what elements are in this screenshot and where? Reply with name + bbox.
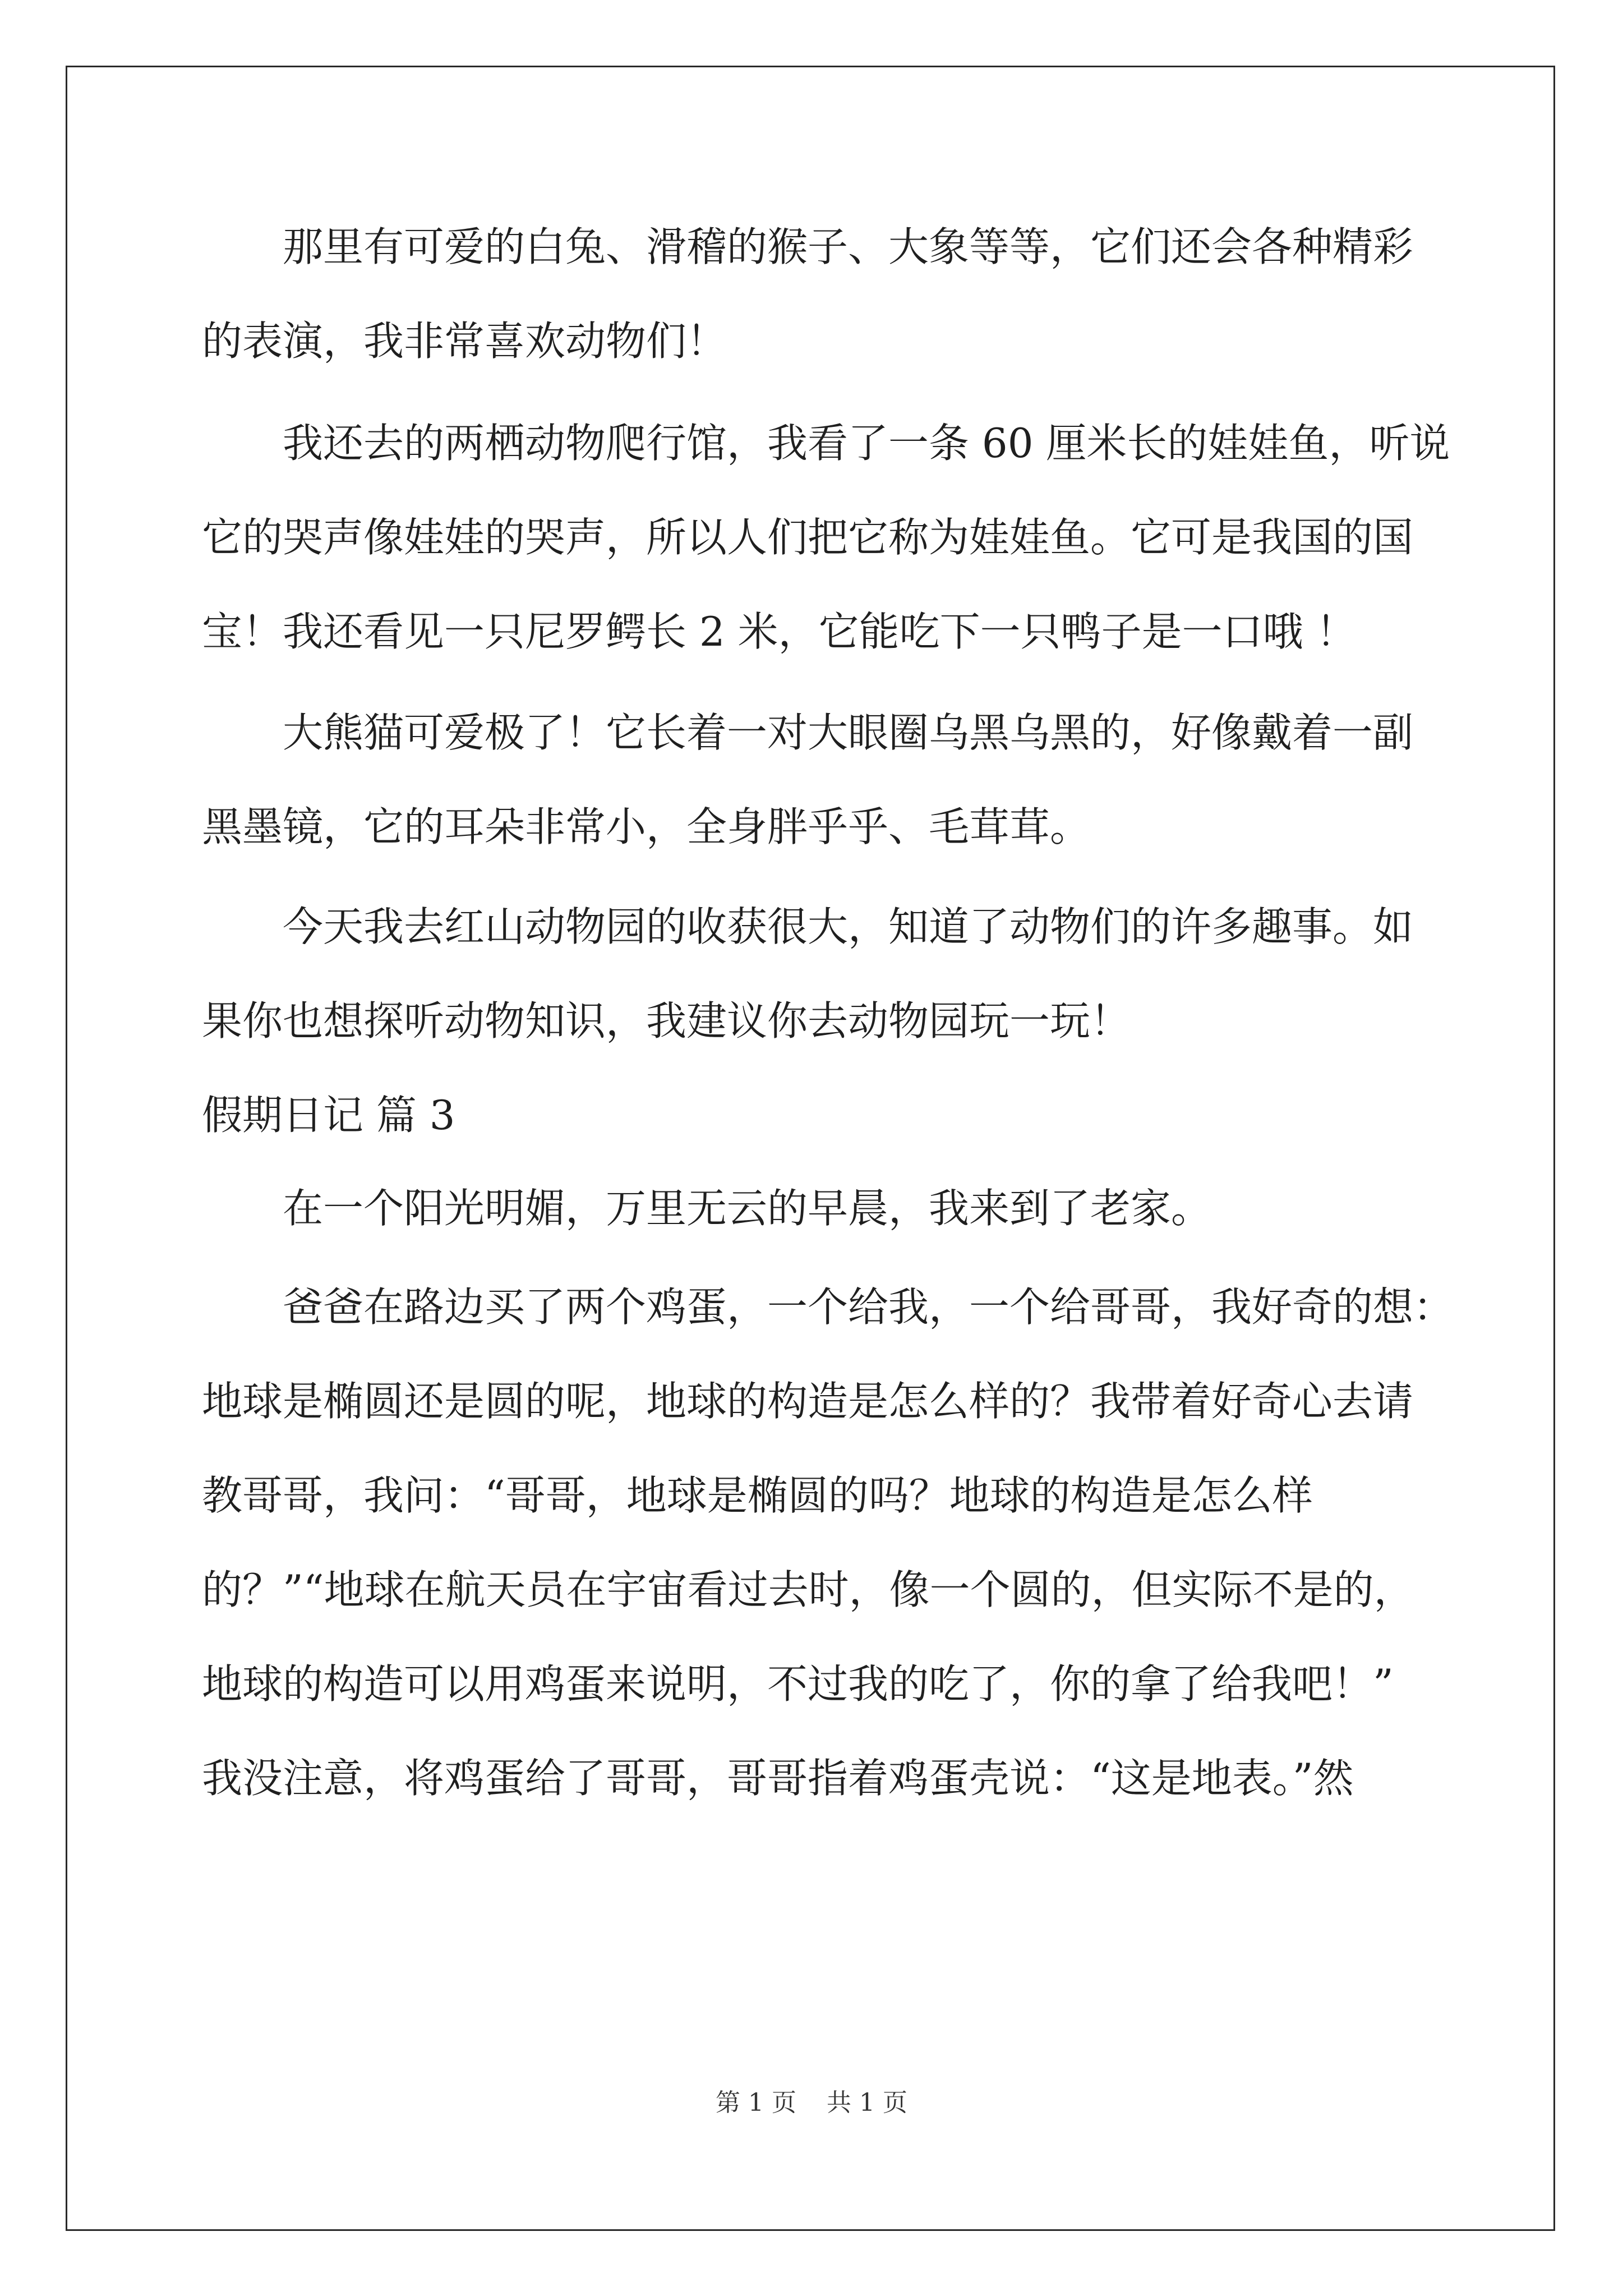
paragraph-line: 今天我去红山动物园的收获很大，知道了动物们的许多趣事。如: [283, 903, 1414, 950]
paragraph-line: 的？”“地球在航天员在宇宙看过去时，像一个圆的，但实际不是的，: [202, 1566, 1414, 1613]
paragraph-line: 黑墨镜，它的耳朵非常小，全身胖乎乎、毛茸茸。: [202, 803, 1091, 850]
paragraph-line: 它的哭声像娃娃的哭声，所以人们把它称为娃娃鱼。它可是我国的国: [202, 514, 1414, 561]
paragraph-line: 教哥哥，我问：“哥哥，地球是椭圆的吗？地球的构造是怎么样: [202, 1472, 1313, 1519]
paragraph-line: 地球的构造可以用鸡蛋来说明，不过我的吃了，你的拿了给我吧！”: [202, 1660, 1394, 1708]
page-number-current: 第 1 页: [716, 2088, 796, 2117]
paragraph-line: 宝！我还看见一只尼罗鳄长 2 米，它能吃下一只鸭子是一口哦 ！: [202, 608, 1357, 655]
paragraph-line: 那里有可爱的白兔、滑稽的猴子、大象等等，它们还会各种精彩: [283, 223, 1414, 270]
paragraph-line: 果你也想探听动物知识，我建议你去动物园玩一玩！: [202, 997, 1131, 1045]
paragraph-line: 的表演，我非常喜欢动物们！: [202, 318, 727, 365]
page-number-total: 共 1 页: [827, 2088, 907, 2117]
paragraph-line: 在一个阳光明媚，万里无云的早晨，我来到了老家。: [283, 1185, 1212, 1232]
paragraph-line: 我没注意，将鸡蛋给了哥哥，哥哥指着鸡蛋壳说：“这是地表。”然: [202, 1755, 1354, 1802]
paragraph-line: 大熊猫可爱极了！它长着一对大眼圈乌黑乌黑的，好像戴着一副: [283, 709, 1414, 756]
paragraph-line: 爸爸在路边买了两个鸡蛋，一个给我，一个给哥哥，我好奇的想：: [283, 1283, 1454, 1331]
paragraph-line: 地球是椭圆还是圆的呢，地球的构造是怎么样的？我带着好奇心去请: [202, 1378, 1414, 1425]
section-heading: 假期日记 篇 3: [202, 1092, 455, 1139]
page-footer: [0, 2082, 1623, 2118]
paragraph-line: 我还去的两栖动物爬行馆，我看了一条 60 厘米长的娃娃鱼，听说: [283, 420, 1450, 467]
